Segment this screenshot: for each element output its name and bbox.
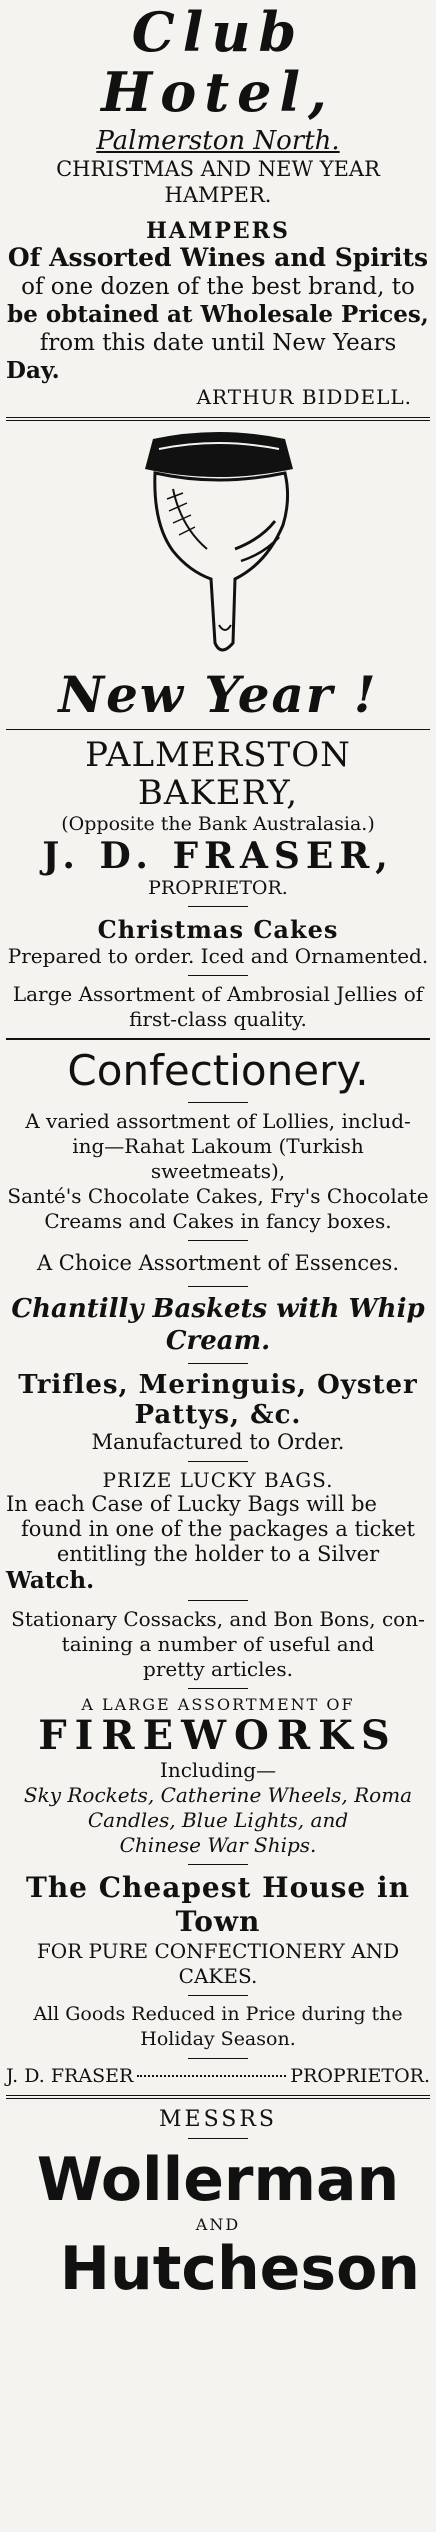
chantilly-line-2: Cream. <box>165 1326 271 1356</box>
reduced-line-1: All Goods Reduced in Price during the <box>33 2003 403 2025</box>
pure-line-2: CAKES. <box>178 1964 258 1988</box>
confec-line-4: Creams and Cakes in fancy boxes. <box>44 1209 392 1233</box>
proprietor-name: J. D. FRASER, <box>42 835 394 877</box>
divider <box>188 2138 248 2139</box>
wollerman-name: Wollerman <box>36 2145 400 2215</box>
divider <box>188 1363 248 1364</box>
stationary-line-1: Stationary Cossacks, and Bon Bons, con- <box>11 1607 425 1631</box>
fireworks-heading: FIREWORKS <box>38 1712 398 1759</box>
dotted-leader <box>137 2075 286 2077</box>
pointing-hand-icon <box>123 429 313 659</box>
trifles-line-2: Pattys, &c. <box>134 1400 302 1430</box>
lucky-line-3 <box>6 1542 430 1567</box>
divider <box>6 417 430 421</box>
confec-line-2: ing—Rahat Lakoum (Turkish sweetmeats), <box>72 1134 364 1183</box>
divider <box>188 1995 248 1996</box>
divider <box>188 1102 248 1103</box>
club-body-1 <box>6 244 430 273</box>
club-hotel-location: Palmerston North. <box>96 126 340 156</box>
divider <box>188 906 248 907</box>
lucky-line-4: Watch. <box>6 1567 95 1594</box>
fireworks-line-1: Sky Rockets, Catherine Wheels, Roma <box>23 1783 413 1807</box>
chantilly-line-1: Chantilly Baskets with Whip <box>11 1294 425 1324</box>
lucky-line-3-text: entitling the holder to a Silver <box>56 1542 380 1566</box>
jellies-line-2: first-class quality. <box>129 1007 307 1031</box>
reduced-line-2: Holiday Season. <box>140 2028 296 2050</box>
trifles-line-1: Trifles, Meringuis, Oyster <box>18 1370 418 1400</box>
jellies-line-1: Large Assortment of Ambrosial Jellies of <box>12 982 424 1006</box>
bakery-name: PALMERSTON BAKERY, <box>85 735 351 813</box>
divider <box>188 1864 248 1865</box>
fireworks-line-3: Chinese War Ships. <box>119 1833 317 1857</box>
proprietor-label: PROPRIETOR. <box>148 877 288 899</box>
club-signature: ARTHUR BIDDELL. <box>196 385 412 409</box>
club-hotel-title: Club Hotel, <box>101 0 335 124</box>
divider <box>188 1461 248 1462</box>
divider <box>188 2058 248 2059</box>
messrs-label: MESSRS <box>159 2107 277 2132</box>
wollerman-hutcheson-ad <box>6 2107 430 2304</box>
hutcheson-name: Hutcheson <box>59 2234 420 2304</box>
club-body-5: Day. <box>6 357 60 384</box>
prize-lucky-bags: PRIZE LUCKY BAGS. <box>102 1468 334 1492</box>
essences-line: A Choice Assortment of Essences. <box>36 1251 400 1275</box>
bakery-signature <box>6 2065 430 2087</box>
manufactured-line: Manufactured to Order. <box>91 1430 345 1454</box>
club-body-line-1: Of Assorted Wines and Spirits <box>7 243 429 272</box>
divider <box>6 2095 430 2099</box>
fireworks-including: Including— <box>159 1758 277 1782</box>
bakery-signature-label: PROPRIETOR. <box>290 2065 430 2087</box>
divider <box>6 1038 430 1040</box>
stationary-line-2: taining a number of useful and <box>61 1632 375 1656</box>
newspaper-page <box>0 2 436 2532</box>
pointing-hand-illustration <box>6 429 430 659</box>
new-year-heading: New Year ! <box>58 665 378 724</box>
fireworks-line-2: Candles, Blue Lights, and <box>87 1808 349 1832</box>
large-assortment-line: A LARGE ASSORTMENT OF <box>81 1695 355 1714</box>
divider <box>188 1688 248 1689</box>
cheapest-line-1: The Cheapest House in <box>25 1871 410 1904</box>
bakery-opposite: (Opposite the Bank Australasia.) <box>61 813 375 835</box>
confec-line-1: A varied assortment of Lollies, includ- <box>25 1109 411 1133</box>
christmas-cakes-desc: Prepared to order. Iced and Ornamented. <box>7 944 429 968</box>
divider <box>188 1286 248 1287</box>
club-hotel-ad <box>6 2 430 409</box>
stationary-line-3: pretty articles. <box>143 1657 293 1681</box>
bakery-signature-name: J. D. FRASER <box>6 2065 134 2087</box>
club-subtitle-2: HAMPER. <box>164 183 272 207</box>
club-hampers-heading: HAMPERS <box>146 218 290 244</box>
cheapest-line-2: Town <box>175 1905 261 1938</box>
confectionery-heading: Confectionery. <box>67 1046 369 1095</box>
divider <box>6 729 430 730</box>
club-body-2: of one dozen of the best brand, to <box>21 274 415 300</box>
confec-line-3: Santé's Chocolate Cakes, Fry's Chocolate <box>7 1184 429 1208</box>
and-label: AND <box>195 2215 241 2234</box>
pure-line-1: FOR PURE CONFECTIONERY AND <box>36 1939 400 1963</box>
lucky-line-1: In each Case of Lucky Bags will be <box>6 1492 377 1516</box>
divider <box>188 1240 248 1241</box>
lucky-line-2: found in one of the packages a ticket <box>21 1517 415 1541</box>
divider <box>188 975 248 976</box>
club-body-4: from this date until New Years <box>39 330 397 356</box>
palmerston-bakery-ad <box>6 667 430 2087</box>
club-subtitle-1: CHRISTMAS AND NEW YEAR <box>56 157 380 181</box>
divider <box>188 1600 248 1601</box>
club-body-3: be obtained at Wholesale Prices, <box>7 301 429 328</box>
christmas-cakes-heading: Christmas Cakes <box>97 915 339 944</box>
